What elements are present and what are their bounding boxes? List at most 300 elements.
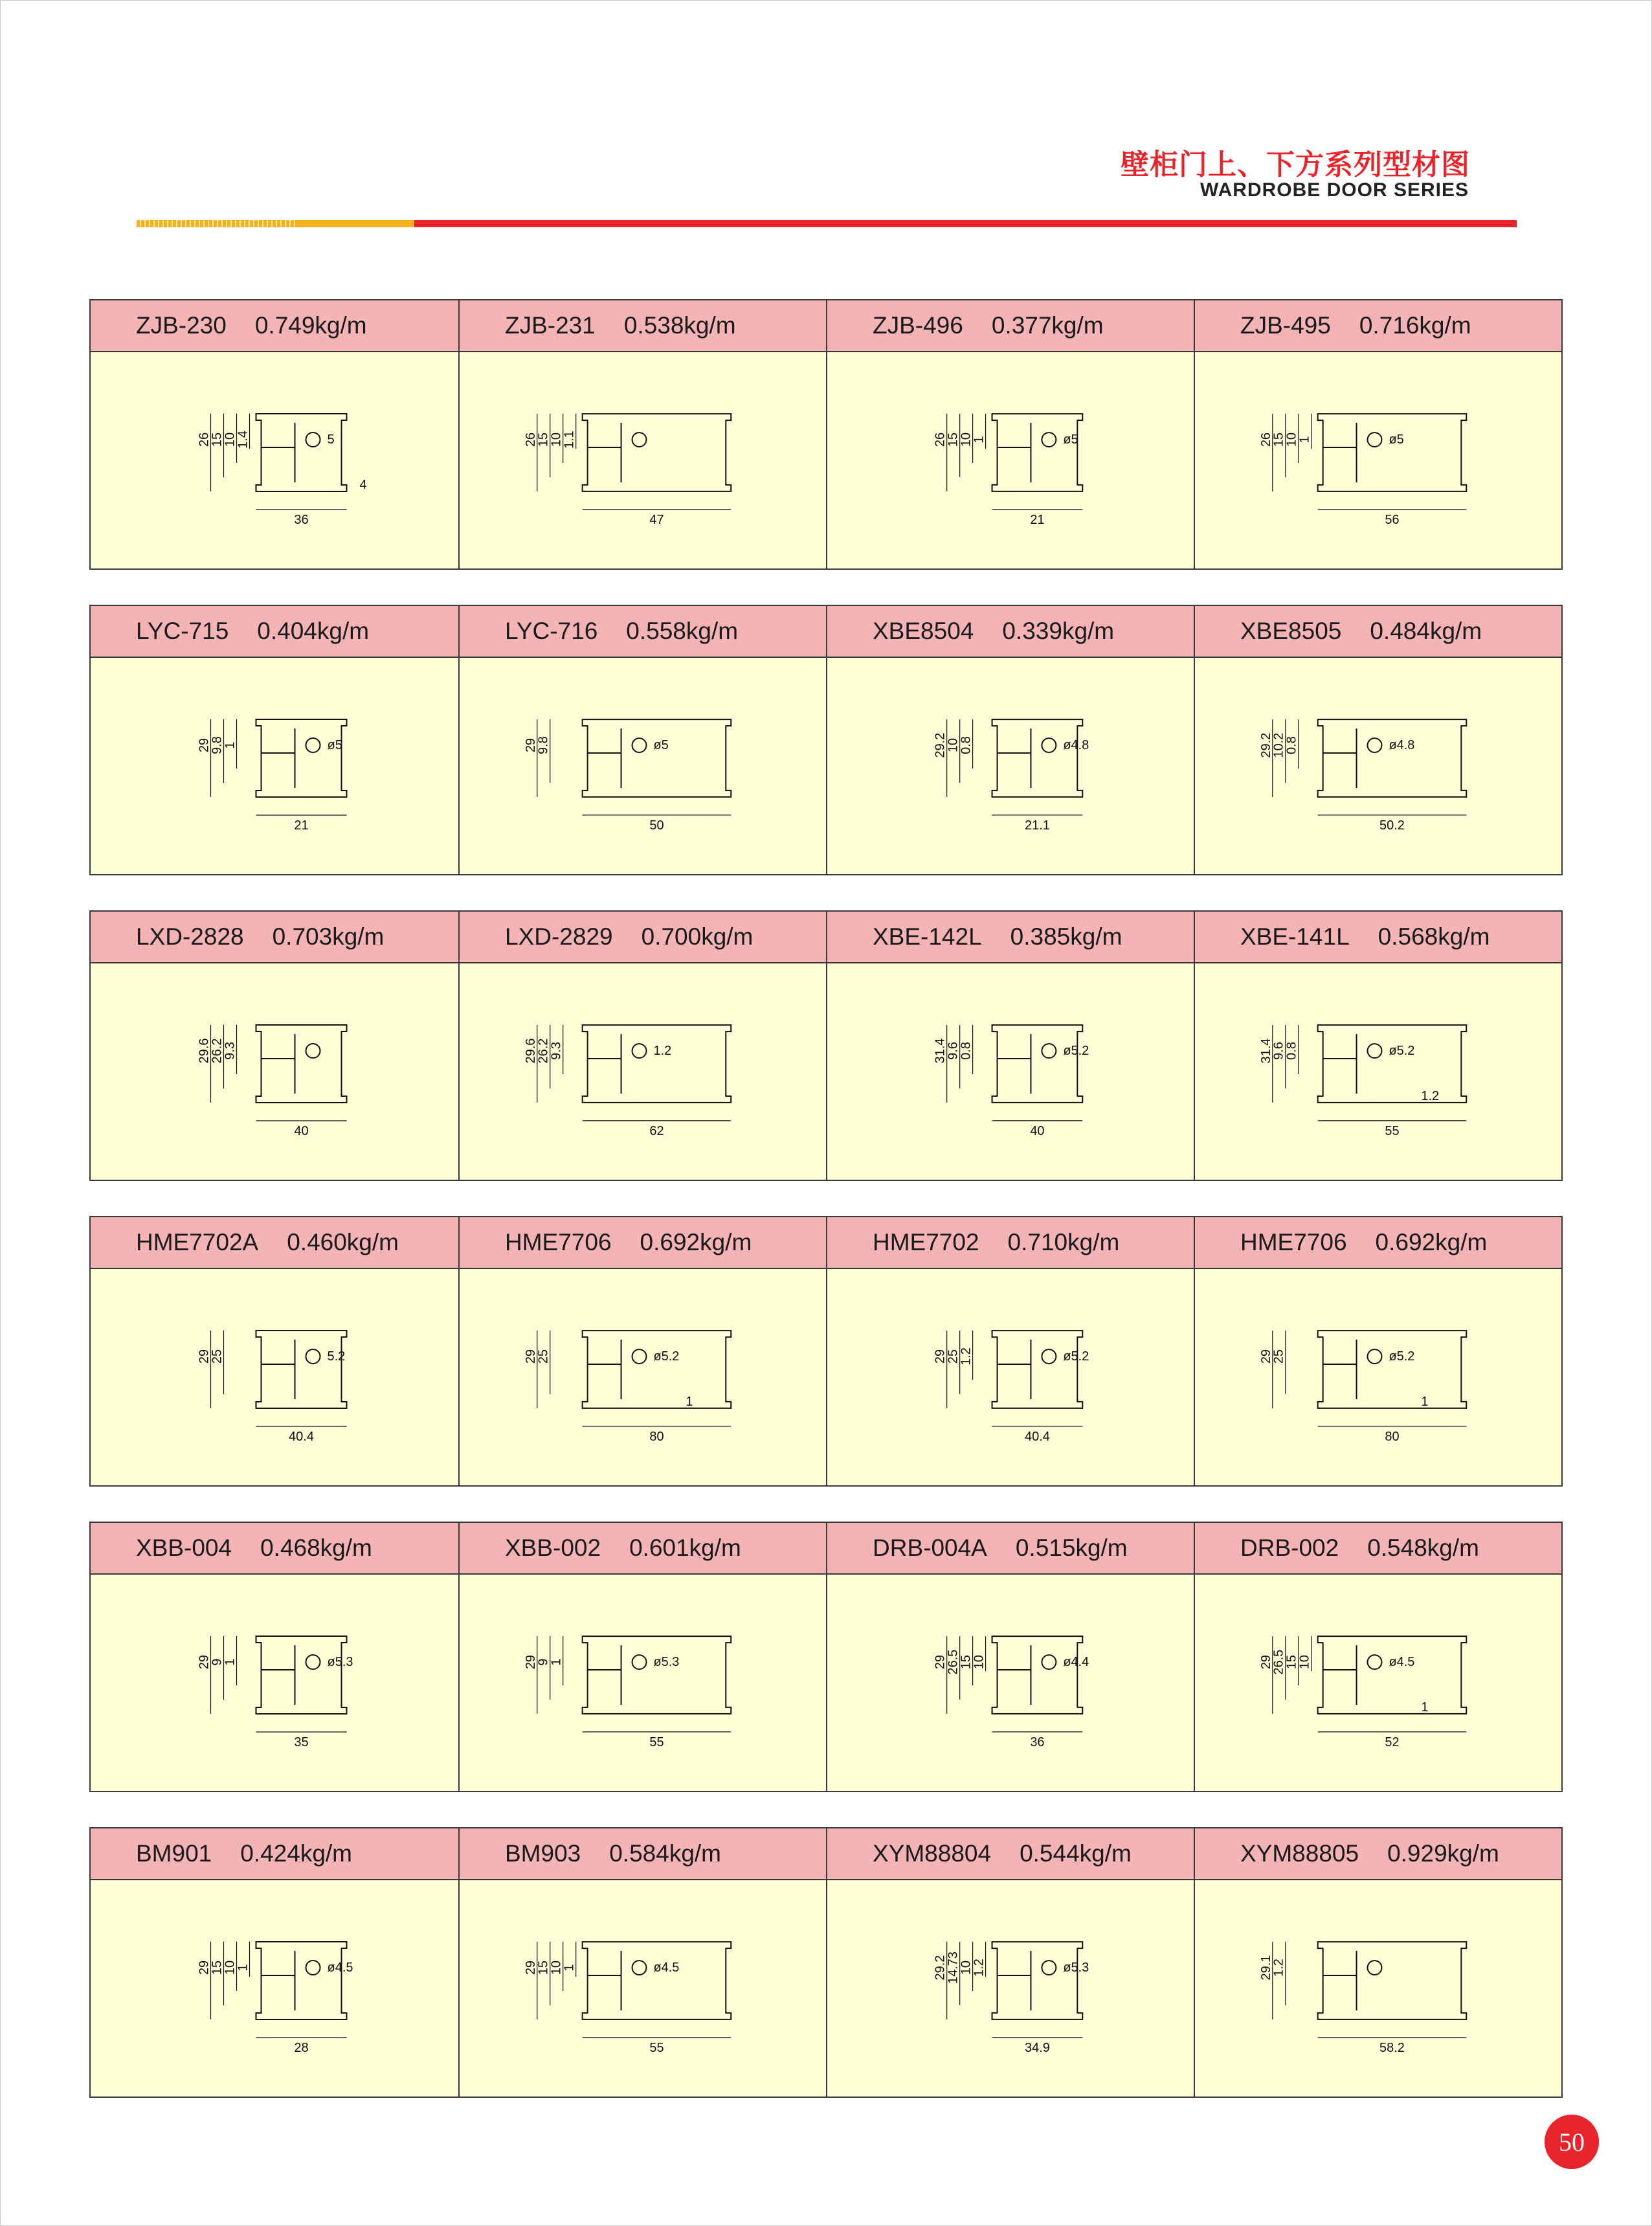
dimension-label-horizontal: 21.1 [1025,818,1050,833]
dimension-annotation: ø4.5 [1389,1655,1415,1670]
dimension-label-horizontal: 28 [294,2041,309,2055]
dimension-annotation: ø5.3 [653,1655,680,1670]
profile-drawing-area [1195,1269,1561,1485]
dimension-annotation: 1.2 [1421,1088,1440,1103]
dimension-label-vertical: 10 [223,1960,238,1975]
profile-outline [583,1331,731,1408]
dimension-label-horizontal: 52 [1385,1735,1400,1749]
dimension-label-vertical: 25 [1271,1349,1286,1364]
screw-port [1368,1349,1382,1364]
profile-drawing [827,658,1194,874]
dimension-label-vertical: 29.6 [523,1038,538,1064]
profile-drawing-area [91,1880,458,2097]
screw-port [306,1655,320,1669]
profile-model: XBB-004 [136,1535,232,1561]
dimension-label-vertical: 0.8 [959,1042,974,1060]
profile-cell [826,606,1194,874]
profile-model: HME7706 [505,1229,612,1255]
screw-port [1042,1655,1056,1669]
profile-cell [458,912,826,1180]
profile-cell [91,1828,458,2097]
screw-port [1042,738,1056,752]
dimension-label-vertical: 10 [549,1960,564,1975]
profile-drawing-area [827,963,1194,1180]
profile-drawing-area [827,658,1194,874]
dimension-label-vertical: 29 [1258,1654,1273,1670]
profile-weight: 0.460kg/m [287,1229,399,1255]
profile-cell [1194,1217,1561,1485]
dimension-label-vertical: 29 [933,1654,948,1670]
dimension-label-vertical: 10 [223,432,238,447]
dimension-annotation: ø5.3 [1063,1961,1089,1975]
dimension-annotation: ø5 [1389,433,1404,447]
dimension-label-horizontal: 35 [294,1735,309,1749]
profile-cell [458,1217,826,1485]
dimension-label-horizontal: 50.2 [1379,818,1405,833]
dimension-label-vertical: 15 [536,1960,551,1975]
profile-model: XBE8505 [1240,618,1342,644]
dimension-label-vertical: 29 [523,1960,538,1975]
screw-port [1368,433,1382,447]
profile-drawing [827,963,1194,1180]
dimension-label-vertical: 29 [197,1349,212,1364]
dimension-annotation: ø4.4 [1063,1655,1089,1670]
dimension-label-vertical: 1 [549,1658,564,1666]
screw-port [1042,433,1056,447]
profile-cell [1194,1523,1561,1791]
profile-cell [826,300,1194,568]
profile-drawing [91,1575,458,1791]
dimension-annotation: ø4.8 [1389,738,1415,753]
dimension-label-horizontal: 58.2 [1379,2040,1405,2055]
dimension-annotation: 5 [327,433,335,447]
profile-header [460,1217,826,1269]
profile-model: BM901 [136,1840,212,1867]
dimension-label-vertical: 29.1 [1258,1955,1273,1981]
profile-drawing-area [460,352,826,568]
dimension-label-vertical: 9 [536,1658,551,1666]
profile-weight: 0.749kg/m [254,312,367,339]
dimension-label-vertical: 29 [1258,1349,1273,1364]
profile-header [827,912,1194,963]
profile-drawing [827,352,1194,568]
profile-weight: 0.484kg/m [1370,618,1482,644]
profile-outline [256,1025,347,1103]
dimension-label-vertical: 15 [959,1654,974,1670]
dimension-label-vertical: 29 [197,1960,212,1975]
profile-drawing-area [827,1880,1194,2097]
profile-model: ZJB-495 [1240,312,1331,339]
profile-row [89,1522,1563,1792]
dimension-label-vertical: 29 [197,737,212,753]
dimension-label-horizontal: 36 [294,513,309,527]
profile-header [91,1523,458,1575]
profile-row [89,605,1563,875]
dimension-label-vertical: 15 [210,432,225,447]
profile-drawing-area [91,352,458,568]
dimension-label-vertical: 0.8 [1284,736,1299,754]
profile-header [460,1828,826,1880]
profile-header [1195,606,1561,658]
profile-model: XBE8504 [873,618,974,644]
profile-outline [256,414,347,491]
profile-outline [256,719,347,797]
profile-model: LXD-2828 [136,923,244,950]
dimension-label-horizontal: 40.4 [289,1430,314,1444]
profile-grid [89,299,1563,2098]
profile-row [89,910,1563,1181]
profile-drawing [1195,658,1561,874]
dimension-label-horizontal: 55 [649,2040,664,2055]
screw-port [632,1961,647,1975]
profile-header [460,912,826,963]
dimension-label-horizontal: 56 [1385,512,1400,527]
dimension-annotation: ø5.3 [327,1655,353,1669]
dimension-label-vertical: 0.8 [959,736,974,754]
screw-port [1042,1044,1056,1058]
dimension-label-vertical: 15 [946,432,961,447]
dimension-label-vertical: 26 [933,432,948,447]
profile-drawing-area [1195,658,1561,874]
dimension-label-horizontal: 62 [649,1123,664,1138]
profile-model: ZJB-231 [505,312,596,339]
profile-weight: 0.601kg/m [629,1535,741,1561]
profile-outline [1318,719,1467,797]
profile-outline [583,719,731,797]
profile-weight: 0.716kg/m [1359,312,1471,339]
profile-outline [583,1636,731,1714]
screw-port [1368,1655,1382,1669]
profile-model: DRB-002 [1240,1535,1339,1561]
dimension-label-vertical: 26.2 [536,1038,551,1064]
dimension-label-horizontal: 80 [649,1429,664,1444]
dimension-label-horizontal: 40 [294,1124,309,1138]
profile-header [91,300,458,352]
profile-header [1195,1828,1561,1880]
profile-header [460,300,826,352]
profile-drawing-area [1195,352,1561,568]
profile-model: DRB-004A [873,1535,987,1561]
profile-drawing-area [1195,963,1561,1180]
screw-port [1368,738,1382,752]
profile-model: ZJB-496 [873,312,963,339]
profile-outline [1318,1025,1467,1103]
profile-drawing [460,1880,826,2097]
profile-model: HME7702A [136,1229,259,1255]
profile-weight: 0.385kg/m [1010,923,1122,950]
profile-weight: 0.468kg/m [260,1535,372,1561]
profile-drawing-area [91,1269,458,1485]
dimension-label-vertical: 0.8 [1284,1042,1299,1060]
dimension-label-vertical: 9.3 [549,1042,564,1060]
dimension-annotation: ø4.5 [653,1961,680,1975]
screw-port [1368,1044,1382,1058]
profile-weight: 0.710kg/m [1007,1229,1120,1255]
profile-model: HME7706 [1240,1229,1347,1255]
profile-weight: 0.404kg/m [257,618,370,644]
screw-port [306,433,320,447]
profile-outline [256,1942,347,2019]
dimension-label-horizontal: 80 [1385,1429,1400,1444]
dimension-label-vertical: 29.2 [933,1955,948,1981]
profile-cell [826,1828,1194,2097]
profile-model: LYC-716 [505,618,598,644]
dimension-label-vertical: 10 [946,737,961,753]
screw-port [306,1349,320,1364]
profile-drawing-area [460,1880,826,2097]
dimension-label-horizontal: 21 [294,818,309,833]
profile-drawing [1195,352,1561,568]
profile-outline [256,1636,347,1714]
dimension-label-horizontal: 47 [649,512,664,527]
profile-outline [583,1025,731,1103]
dimension-label-horizontal: 34.9 [1025,2040,1050,2055]
profile-weight: 0.703kg/m [272,923,385,950]
profile-outline [992,719,1083,797]
screw-port [1042,1961,1056,1975]
profile-drawing [91,1269,458,1485]
profile-drawing-area [460,963,826,1180]
profile-drawing-area [460,1269,826,1485]
dimension-label-vertical: 9.3 [223,1042,238,1060]
profile-weight: 0.377kg/m [991,312,1104,339]
profile-header [460,606,826,658]
header-rule-dashed [137,220,295,227]
dimension-label-vertical: 26.2 [210,1038,225,1064]
dimension-label-vertical: 15 [210,1960,225,1975]
dimension-annotation: ø4.5 [327,1961,353,1975]
profile-header [827,1828,1194,1880]
profile-drawing-area [827,352,1194,568]
profile-header [827,606,1194,658]
dimension-label-vertical: 10 [959,432,974,447]
dimension-label-horizontal: 55 [649,1735,664,1749]
dimension-annotation: 1.2 [653,1044,672,1059]
dimension-label-vertical: 9.6 [946,1042,961,1060]
dimension-label-vertical: 15 [1284,1654,1299,1670]
profile-drawing-area [91,1575,458,1791]
dimension-label-vertical: 26 [197,432,212,447]
page-title-cn: 壁柜门上、下方系列型材图 [1121,148,1470,181]
dimension-label-vertical: 1 [236,1964,251,1972]
dimension-annotation: ø5.2 [1389,1349,1415,1364]
profile-header [1195,912,1561,963]
profile-weight: 0.584kg/m [609,1840,722,1867]
profile-drawing-area [460,658,826,874]
dimension-label-vertical: 29 [197,1654,212,1670]
profile-header [460,1523,826,1575]
dimension-annotation: ø5.2 [653,1349,680,1364]
dimension-label-vertical: 1 [1297,436,1312,444]
dimension-annotation: ø5 [327,738,342,752]
profile-drawing [91,352,458,568]
profile-model: LXD-2829 [505,923,613,950]
profile-cell [91,1217,458,1485]
header-rule-red [414,220,1517,227]
dimension-label-vertical: 10 [972,1654,987,1670]
profile-cell [91,606,458,874]
profile-drawing [460,1269,826,1485]
profile-header [91,1828,458,1880]
profile-outline [583,414,731,491]
profile-drawing [460,963,826,1180]
dimension-annotation: 4 [359,478,367,492]
dimension-label-vertical: 10 [1284,432,1299,447]
dimension-annotation: ø5.2 [1063,1044,1089,1059]
profile-cell [458,1828,826,2097]
dimension-label-vertical: 10 [1297,1654,1312,1670]
dimension-label-vertical: 1.2 [972,1959,987,1977]
profile-model: XBE-141L [1240,923,1350,950]
profile-drawing [460,352,826,568]
dimension-label-vertical: 1.4 [236,431,251,449]
profile-header [1195,1523,1561,1575]
header-rule-orange [295,220,414,227]
profile-cell [91,1523,458,1791]
dimension-label-vertical: 29.2 [1258,732,1273,758]
dimension-label-vertical: 25 [946,1349,961,1364]
dimension-annotation: ø4.8 [1063,738,1089,753]
dimension-label-horizontal: 21 [1030,512,1045,527]
dimension-label-vertical: 9 [210,1658,225,1666]
screw-port [632,1655,647,1669]
profile-cell [91,912,458,1180]
profile-model: XBB-002 [505,1535,601,1561]
dimension-label-horizontal: 55 [1385,1123,1400,1138]
profile-cell [91,300,458,568]
dimension-label-vertical: 29 [523,737,538,753]
profile-header [1195,1217,1561,1269]
screw-port [632,738,647,752]
profile-weight: 0.548kg/m [1367,1535,1479,1561]
profile-header [827,1523,1194,1575]
profile-weight: 0.538kg/m [623,312,736,339]
dimension-label-vertical: 1.1 [562,431,577,449]
dimension-label-vertical: 29 [933,1349,948,1364]
screw-port [632,433,647,447]
profile-header [827,300,1194,352]
profile-drawing [1195,1575,1561,1791]
profile-model: ZJB-230 [136,312,227,339]
dimension-label-vertical: 26 [523,432,538,447]
screw-port [1368,1961,1382,1975]
page-number: 50 [1545,2115,1599,2169]
dimension-label-horizontal: 36 [1030,1735,1045,1749]
dimension-label-vertical: 1 [972,436,987,444]
profile-model: XBE-142L [873,923,982,950]
profile-outline [992,1636,1083,1714]
page-title-en: WARDROBE DOOR SERIES [1200,179,1469,201]
profile-cell [826,1523,1194,1791]
profile-cell [1194,1828,1561,2097]
profile-weight: 0.929kg/m [1387,1840,1499,1867]
dimension-label-vertical: 1.2 [1271,1959,1286,1977]
dimension-label-vertical: 31.4 [933,1038,948,1064]
profile-cell [458,606,826,874]
profile-drawing [1195,963,1561,1180]
profile-model: BM903 [505,1840,581,1867]
profile-drawing [460,1575,826,1791]
profile-weight: 0.558kg/m [626,618,739,644]
profile-outline [1318,1636,1467,1714]
dimension-label-vertical: 29 [523,1654,538,1670]
dimension-label-vertical: 31.4 [1258,1038,1273,1064]
dimension-label-vertical: 15 [1271,432,1286,447]
dimension-label-vertical: 15 [536,432,551,447]
profile-header [827,1217,1194,1269]
dimension-annotation: 1 [686,1394,693,1409]
profile-model: XYM88805 [1240,1840,1359,1867]
dimension-label-vertical: 25 [210,1349,225,1364]
dimension-label-vertical: 10.2 [1271,732,1286,758]
profile-outline [992,414,1083,491]
dimension-label-horizontal: 40 [1030,1123,1045,1138]
profile-weight: 0.424kg/m [240,1840,353,1867]
profile-header [91,912,458,963]
profile-cell [458,1523,826,1791]
profile-outline [1318,1331,1467,1408]
dimension-label-vertical: 9.8 [536,736,551,754]
profile-outline [1318,414,1467,491]
profile-drawing-area [1195,1575,1561,1791]
profile-header [91,606,458,658]
profile-outline [583,1942,731,2019]
profile-cell [1194,912,1561,1180]
dimension-label-vertical: 1 [223,741,238,749]
profile-drawing [1195,1269,1561,1485]
dimension-label-vertical: 26.5 [946,1649,961,1675]
dimension-label-vertical: 1.2 [959,1347,974,1366]
profile-cell [826,1217,1194,1485]
dimension-annotation: ø5.2 [1389,1044,1415,1059]
profile-drawing-area [827,1269,1194,1485]
profile-cell [1194,300,1561,568]
screw-port [306,1961,320,1975]
profile-outline [1318,1942,1467,2019]
dimension-label-vertical: 10 [549,432,564,447]
profile-drawing [827,1575,1194,1791]
profile-drawing [91,658,458,874]
profile-outline [992,1942,1083,2019]
profile-row [89,1216,1563,1487]
profile-drawing-area [460,1575,826,1791]
profile-drawing [460,658,826,874]
profile-row [89,299,1563,570]
profile-weight: 0.339kg/m [1002,618,1115,644]
profile-cell [458,300,826,568]
dimension-label-vertical: 9.6 [1271,1042,1286,1060]
dimension-label-vertical: 14.73 [946,1951,961,1984]
dimension-annotation: ø5 [1063,433,1078,447]
profile-weight: 0.544kg/m [1020,1840,1132,1867]
dimension-label-vertical: 29.2 [933,732,948,758]
profile-drawing [827,1269,1194,1485]
screw-port [632,1044,647,1058]
dimension-label-vertical: 26 [1258,432,1273,447]
dimension-annotation: 5.2 [327,1349,346,1364]
dimension-annotation: 1 [1421,1394,1429,1409]
dimension-label-vertical: 1 [562,1964,577,1972]
dimension-label-horizontal: 40.4 [1025,1429,1050,1444]
screw-port [306,738,320,752]
profile-outline [256,1331,347,1408]
profile-weight: 0.700kg/m [641,923,753,950]
profile-weight: 0.515kg/m [1015,1535,1128,1561]
dimension-label-vertical: 1 [223,1658,238,1666]
dimension-label-vertical: 9.8 [210,736,225,754]
dimension-annotation: ø5 [653,738,669,753]
profile-outline [992,1025,1083,1103]
